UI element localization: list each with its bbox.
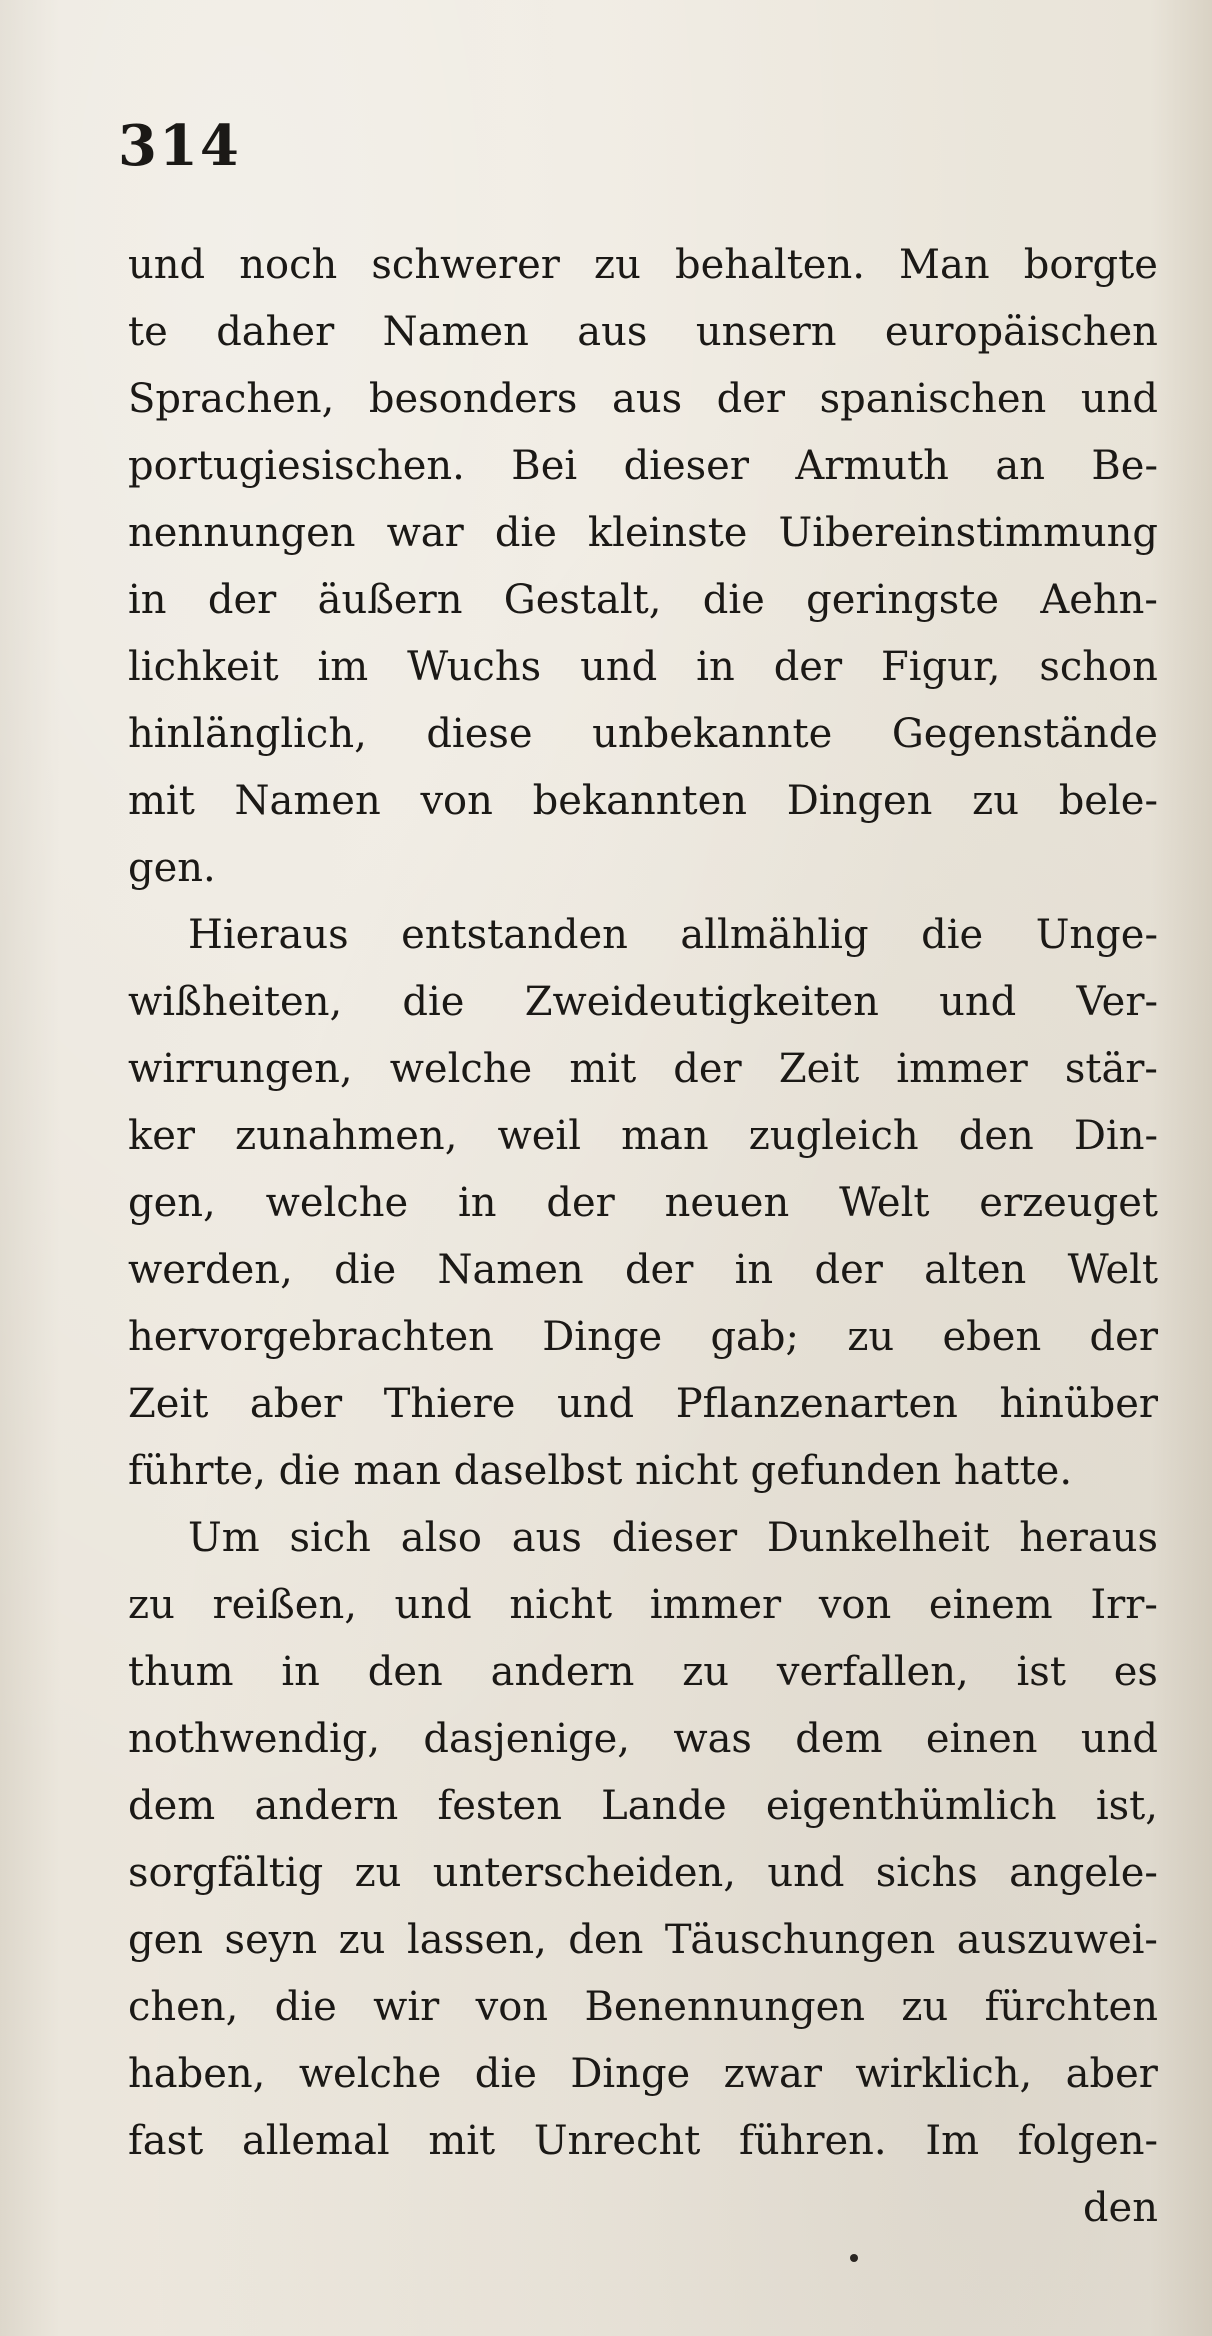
- text-line: wißheiten, die Zweideutigkeiten und Ver-: [128, 979, 1158, 1025]
- text-line: hervorgebrachten Dinge gab; zu eben der: [128, 1314, 1158, 1360]
- text-line: chen, die wir von Benennungen zu fürchten: [128, 1984, 1158, 2030]
- text-line: Zeit aber Thiere und Pflanzenarten hinüber: [128, 1381, 1158, 1427]
- text-line: sorgfältig zu unterscheiden, und sichs angele-: [128, 1850, 1158, 1896]
- text-line: fast allemal mit Unrecht führen. Im folgen-: [128, 2118, 1158, 2164]
- text-line: Sprachen, besonders aus der spanischen und: [128, 376, 1158, 422]
- text-line: nennungen war die kleinste Uibereinstimmung: [128, 510, 1158, 556]
- text-line: Hieraus entstanden allmählig die Unge-: [188, 912, 1158, 958]
- text-line: mit Namen von bekannten Dingen zu bele-: [128, 778, 1158, 824]
- text-line: gen.: [128, 845, 216, 891]
- text-line: lichkeit im Wuchs und in der Figur, schon: [128, 644, 1158, 690]
- text-line: Um sich also aus dieser Dunkelheit heraus: [188, 1515, 1158, 1561]
- text-line: gen, welche in der neuen Welt erzeuget: [128, 1180, 1158, 1226]
- catchword: den: [1082, 2185, 1158, 2231]
- text-line: te daher Namen aus unsern europäischen: [128, 309, 1158, 355]
- text-line: werden, die Namen der in der alten Welt: [128, 1247, 1158, 1293]
- text-line: führte, die man daselbst nicht gefunden hatte.: [128, 1448, 1073, 1494]
- text-line: in der äußern Gestalt, die geringste Aehn-: [128, 577, 1158, 623]
- text-line: wirrungen, welche mit der Zeit immer stär-: [128, 1046, 1158, 1092]
- ink-speck: [850, 2254, 858, 2262]
- text-line: thum in den andern zu verfallen, ist es: [128, 1649, 1158, 1695]
- page-number: 314: [118, 113, 241, 179]
- text-line: nothwendig, dasjenige, was dem einen und: [128, 1716, 1158, 1762]
- text-line: hinlänglich, diese unbekannte Gegenstände: [128, 711, 1158, 757]
- text-line: gen seyn zu lassen, den Täuschungen auszuwei-: [128, 1917, 1158, 1963]
- text-line: portugiesischen. Bei dieser Armuth an Be-: [128, 443, 1158, 489]
- text-line: haben, welche die Dinge zwar wirklich, aber: [128, 2051, 1158, 2097]
- text-line: zu reißen, und nicht immer von einem Irr-: [128, 1582, 1158, 1628]
- text-line: und noch schwerer zu behalten. Man borgte: [128, 242, 1158, 288]
- body-text: [128, 232, 1158, 2242]
- text-line: ker zunahmen, weil man zugleich den Din-: [128, 1113, 1158, 1159]
- text-line: dem andern festen Lande eigenthümlich ist,: [128, 1783, 1158, 1829]
